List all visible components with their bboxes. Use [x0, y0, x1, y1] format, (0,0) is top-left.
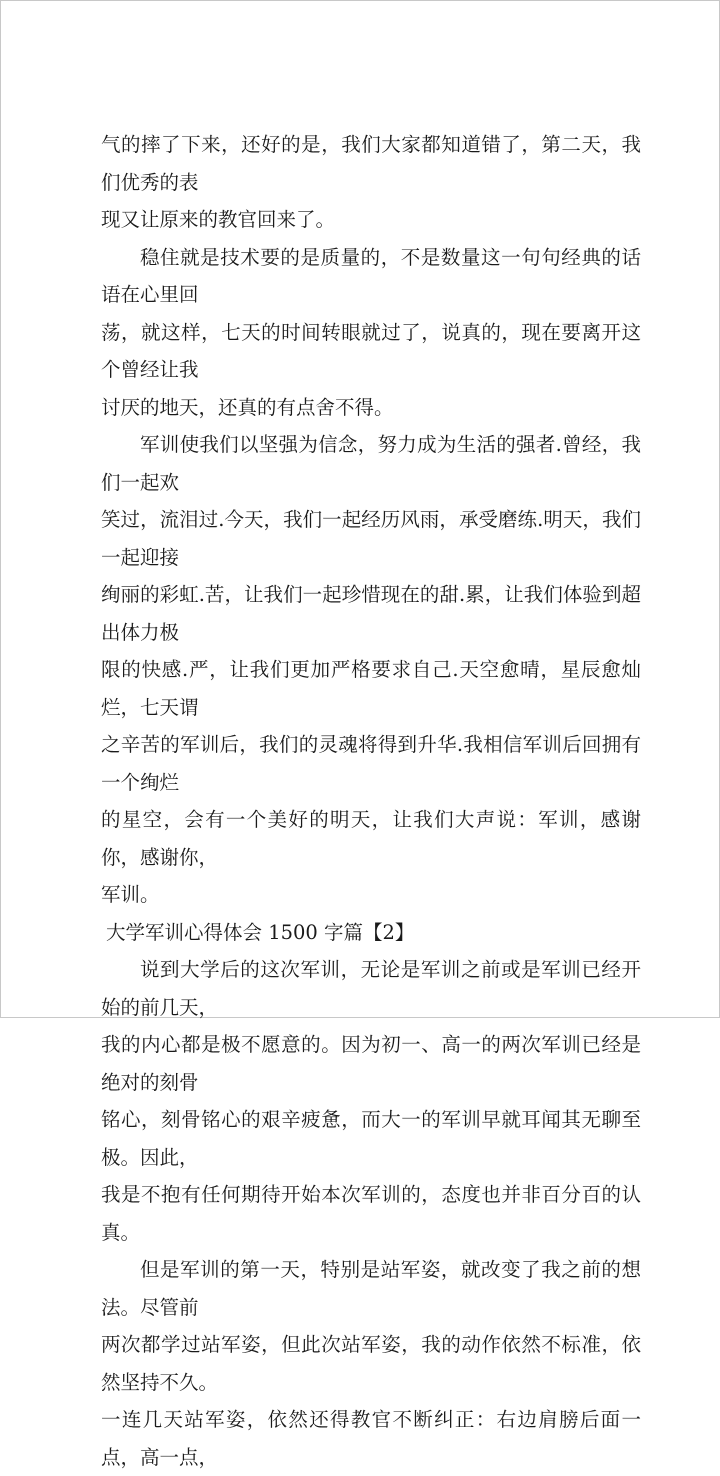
text-line: 军训使我们以坚强为信念，努力成为生活的强者.曾经，我们一起欢	[101, 433, 641, 494]
text-line: 一连几天站军姿，依然还得教官不断纠正：右边肩膀后面一点，高一点，	[101, 1408, 641, 1469]
text-line: 的星空，会有一个美好的明天，让我们大声说：军训，感谢你，感谢你，	[101, 808, 641, 869]
text-line: 笑过，流泪过.今天，我们一起经历风雨，承受磨练.明天，我们一起迎接	[101, 508, 641, 569]
text-line: 现又让原来的教官回来了。	[101, 208, 336, 231]
paragraph-3	[101, 426, 641, 914]
text-line: 限的快感.严，让我们更加严格要求自己.天空愈晴，星辰愈灿烂，七天谓	[101, 658, 641, 719]
text-line: 军训。	[101, 883, 160, 906]
text-line: 我是不抱有任何期待开始本次军训的，态度也并非百分百的认真。	[101, 1183, 641, 1244]
text-line: 之辛苦的军训后，我们的灵魂将得到升华.我相信军训后回拥有一个绚烂	[101, 733, 641, 794]
paragraph-5	[101, 1251, 641, 1476]
text-line: 讨厌的地天，还真的有点舍不得。	[101, 395, 394, 419]
text-line: 铭心，刻骨铭心的艰辛疲惫，而大一的军训早就耳闻其无聊至极。因此，	[101, 1108, 641, 1169]
text-line: 气的摔了下来，还好的是，我们大家都知道错了，第二天，我们优秀的表	[101, 133, 641, 194]
section-heading: 大学军训心得体会 1500 字篇【2】	[106, 920, 415, 944]
paragraph-4	[101, 951, 641, 1251]
paragraph-2	[101, 239, 641, 427]
text-line: 说到大学后的这次军训，无论是军训之前或是军训已经开始的前几天，	[101, 958, 641, 1019]
text-line: 我的内心都是极不愿意的。因为初一、高一的两次军训已经是绝对的刻骨	[101, 1033, 641, 1094]
text-line: 荡，就这样，七天的时间转眼就过了，说真的，现在要离开这个曾经让我	[101, 320, 641, 381]
document-body	[101, 126, 641, 1476]
text-line: 绚丽的彩虹.苦，让我们一起珍惜现在的甜.累，让我们体验到超出体力极	[101, 583, 641, 644]
text-line: 但是军训的第一天，特别是站军姿，就改变了我之前的想法。尽管前	[101, 1258, 641, 1319]
text-line: 两次都学过站军姿，但此次站军姿，我的动作依然不标准，依然坚持不久。	[101, 1333, 641, 1394]
text-line: 稳住就是技术要的是质量的，不是数量这一句句经典的话语在心里回	[101, 245, 641, 306]
paragraph-1	[101, 126, 641, 239]
